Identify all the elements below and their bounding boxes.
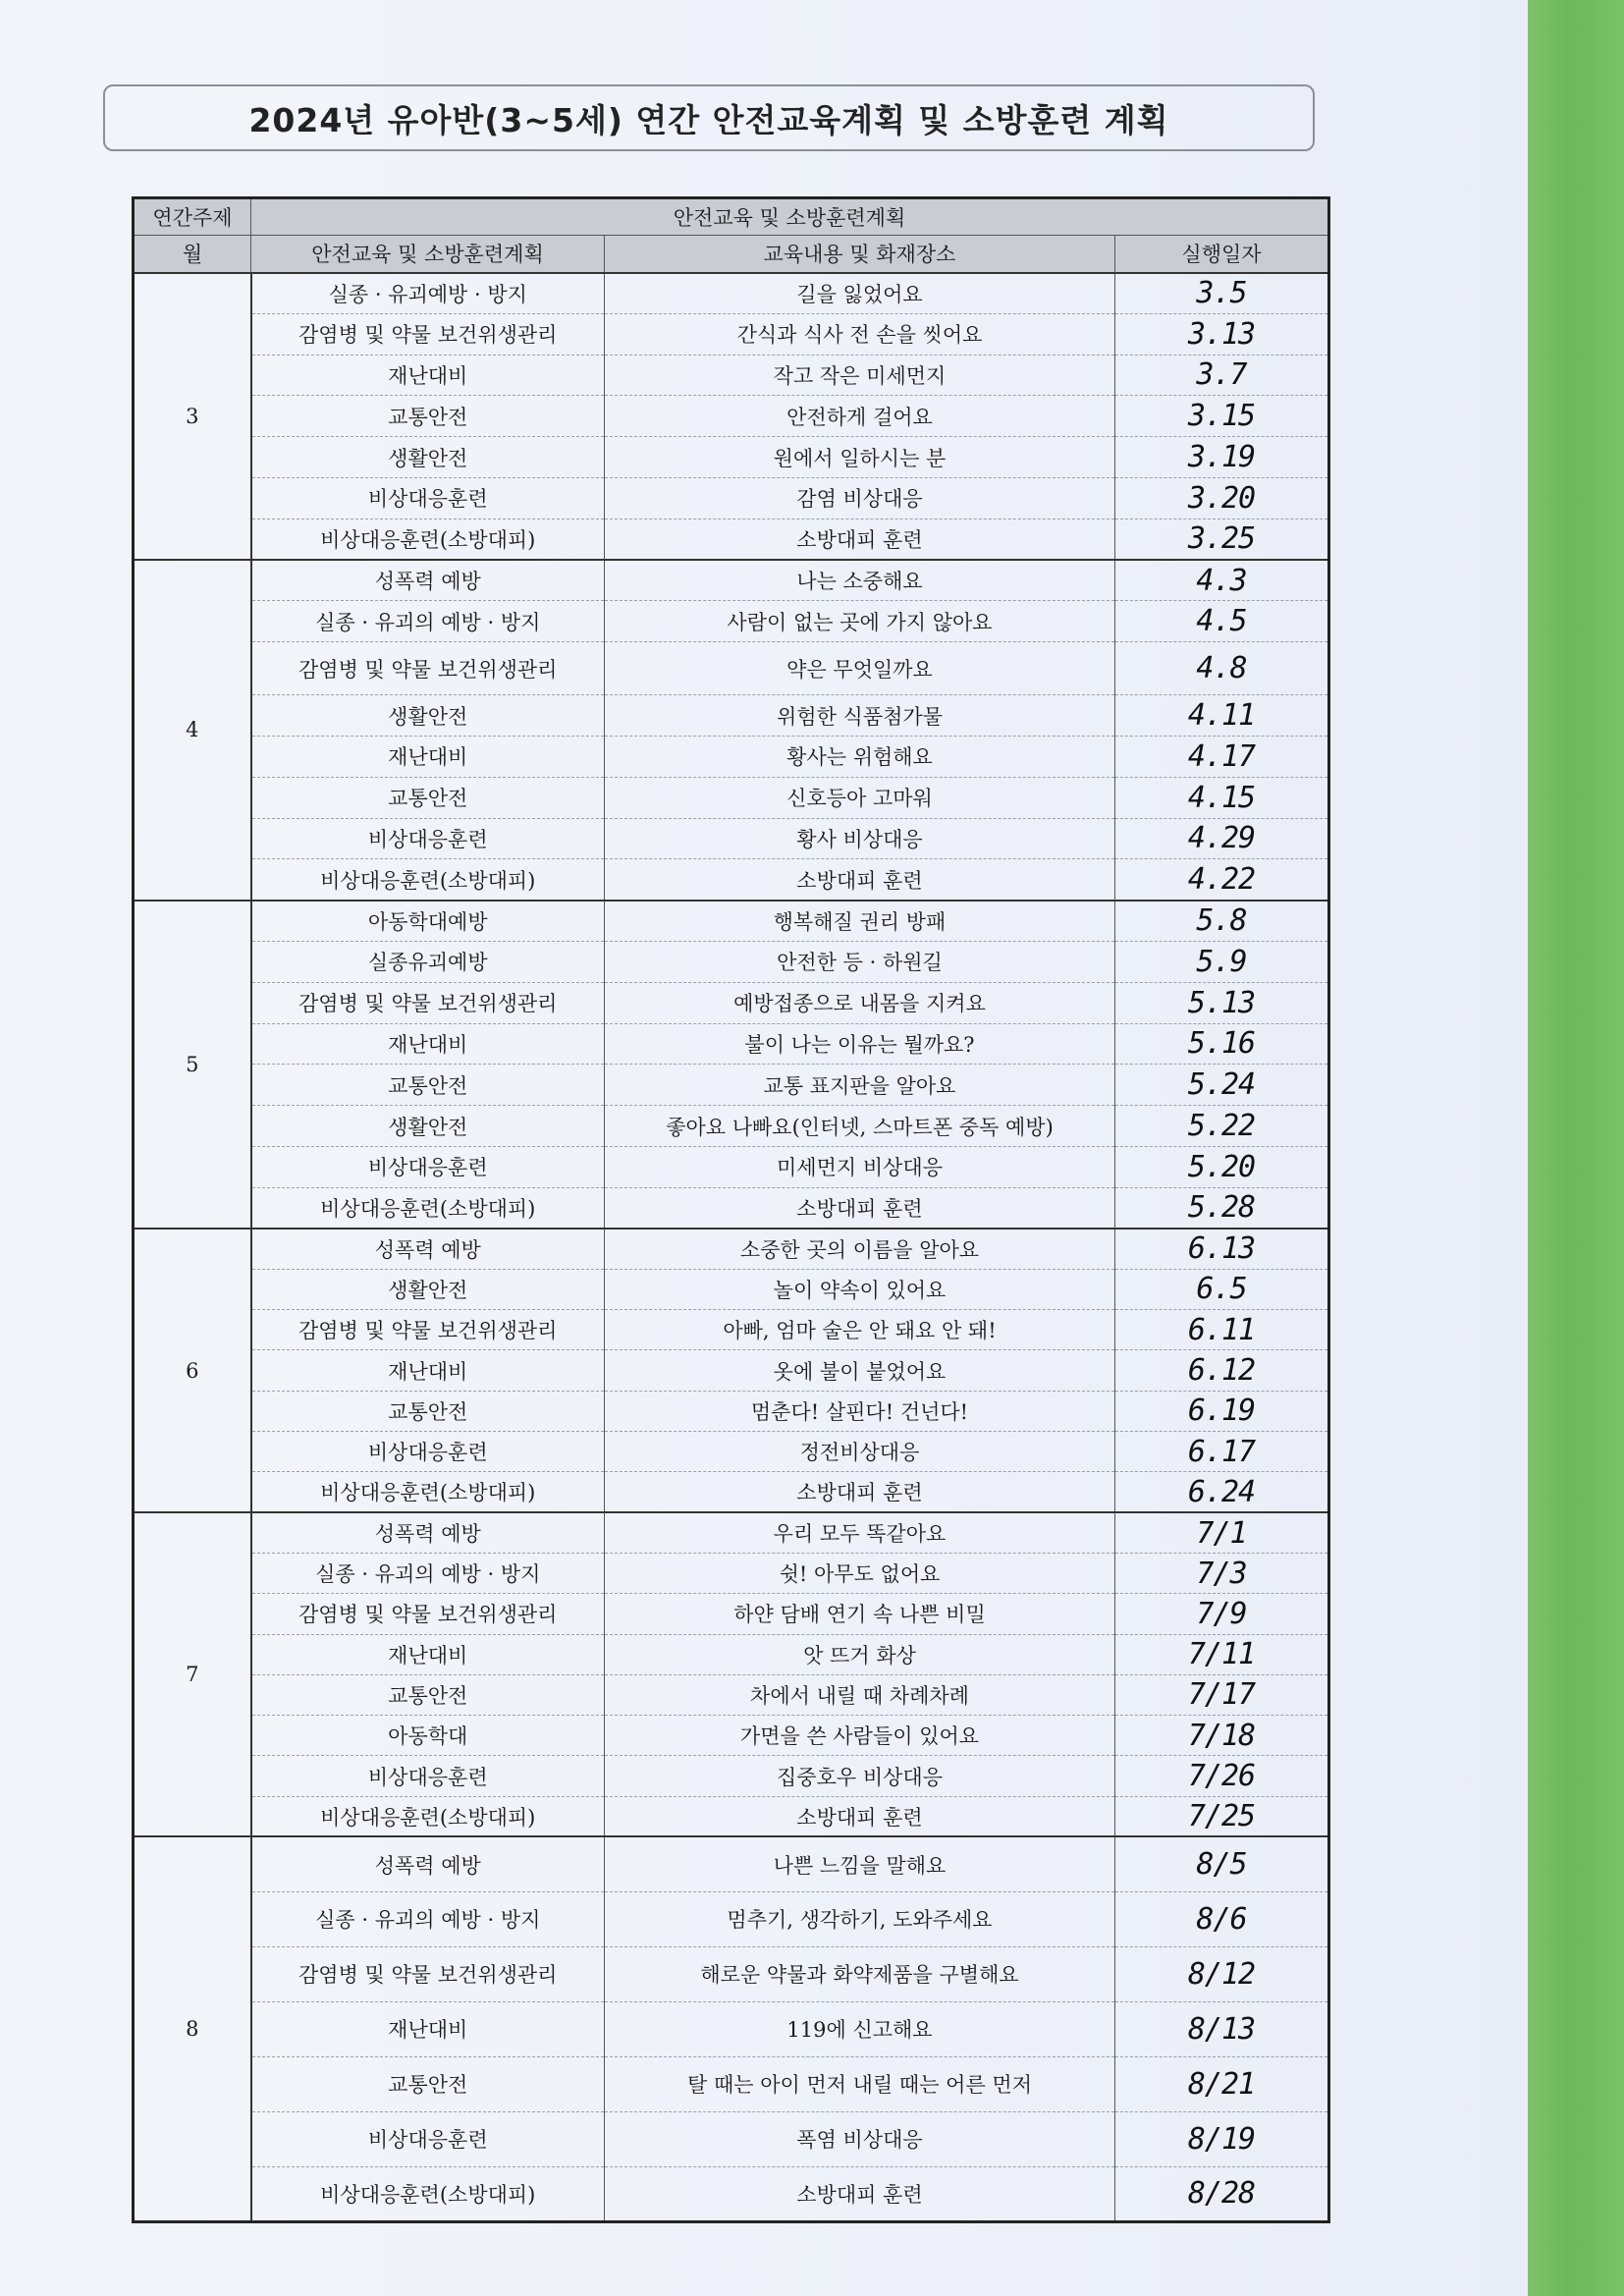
table-row [134,859,1329,901]
date-cell: 4.11 [1115,695,1329,737]
table-row [134,1553,1329,1593]
plan-cell: 실종 · 유괴의 예방 · 방지 [251,601,605,642]
table-row [134,560,1329,601]
date-cell: 7/11 [1115,1634,1329,1674]
plan-cell: 비상대응훈련(소방대피) [251,1796,605,1836]
month-cell: 8 [134,1836,251,2221]
table-row [134,1065,1329,1106]
table-row [134,777,1329,818]
plan-cell: 비상대응훈련(소방대피) [251,859,605,901]
plan-cell: 교통안전 [251,2056,605,2111]
table-row [134,1350,1329,1391]
table-row [134,1756,1329,1796]
table-row [134,982,1329,1023]
plan-cell: 감염병 및 약물 보건위생관리 [251,1310,605,1350]
date-cell: 4.29 [1115,818,1329,859]
plan-cell: 재난대비 [251,1023,605,1065]
plan-cell: 실종 · 유괴예방 · 방지 [251,273,605,314]
content-cell: 놀이 약속이 있어요 [605,1269,1115,1309]
date-cell: 5.16 [1115,1023,1329,1065]
content-cell: 원에서 일하시는 분 [605,437,1115,478]
table-row [134,1634,1329,1674]
date-cell: 4.22 [1115,859,1329,901]
content-cell: 교통 표지판을 알아요 [605,1065,1115,1106]
date-cell: 8/5 [1115,1836,1329,1891]
content-cell: 해로운 약물과 화약제품을 구별해요 [605,1946,1115,2001]
plan-cell: 교통안전 [251,396,605,437]
plan-cell: 실종 · 유괴의 예방 · 방지 [251,1891,605,1946]
table-row [134,1891,1329,1946]
plan-cell: 교통안전 [251,777,605,818]
date-cell: 7/1 [1115,1512,1329,1553]
date-cell: 6.13 [1115,1229,1329,1269]
content-cell: 가면을 쓴 사람들이 있어요 [605,1716,1115,1756]
content-cell: 나쁜 느낌을 말해요 [605,1836,1115,1891]
table-row [134,1391,1329,1431]
plan-cell: 성폭력 예방 [251,1836,605,1891]
table-row [134,901,1329,942]
date-cell: 5.24 [1115,1065,1329,1106]
month-cell: 6 [134,1229,251,1512]
plan-table-body [134,273,1329,2222]
content-cell: 위험한 식품첨가물 [605,695,1115,737]
date-cell: 3.5 [1115,273,1329,314]
date-cell: 7/17 [1115,1674,1329,1715]
table-row [134,477,1329,519]
table-row [134,1187,1329,1229]
plan-cell: 비상대응훈련 [251,818,605,859]
safety-plan-table [132,196,1330,2223]
plan-cell: 재난대비 [251,2001,605,2056]
table-row [134,396,1329,437]
plan-cell: 비상대응훈련(소방대피) [251,1472,605,1512]
table-row [134,1146,1329,1187]
date-cell: 6.11 [1115,1310,1329,1350]
table-row [134,1594,1329,1634]
document-title: 2024년 유아반(3~5세) 연간 안전교육계획 및 소방훈련 계획 [103,84,1315,151]
table-row [134,437,1329,478]
date-cell: 4.17 [1115,736,1329,777]
header-date: 실행일자 [1115,236,1329,273]
content-cell: 119에 신고해요 [605,2001,1115,2056]
plan-cell: 교통안전 [251,1065,605,1106]
plan-cell: 재난대비 [251,355,605,396]
plan-cell: 재난대비 [251,1350,605,1391]
content-cell: 감염 비상대응 [605,477,1115,519]
content-cell: 소방대피 훈련 [605,2166,1115,2221]
plan-cell: 비상대응훈련(소방대피) [251,519,605,560]
content-cell: 좋아요 나빠요(인터넷, 스마트폰 중독 예방) [605,1106,1115,1147]
content-cell: 정전비상대응 [605,1432,1115,1472]
header-row-columns [134,236,1329,273]
table-row [134,2001,1329,2056]
content-cell: 나는 소중해요 [605,560,1115,601]
month-cell: 5 [134,901,251,1229]
content-cell: 소방대피 훈련 [605,859,1115,901]
plan-cell: 성폭력 예방 [251,1512,605,1553]
plan-cell: 비상대응훈련(소방대피) [251,1187,605,1229]
date-cell: 5.9 [1115,941,1329,982]
plan-cell: 생활안전 [251,437,605,478]
date-cell: 5.8 [1115,901,1329,942]
plan-cell: 아동학대예방 [251,901,605,942]
plan-cell: 비상대응훈련 [251,2111,605,2166]
content-cell: 하얀 담배 연기 속 나쁜 비밀 [605,1594,1115,1634]
table-row [134,1229,1329,1269]
table-row [134,1674,1329,1715]
date-cell: 4.3 [1115,560,1329,601]
table-row [134,818,1329,859]
content-cell: 탈 때는 아이 먼저 내릴 때는 어른 먼저 [605,2056,1115,2111]
header-row-top [134,198,1329,236]
table-row [134,2056,1329,2111]
table-row [134,1472,1329,1512]
date-cell: 7/18 [1115,1716,1329,1756]
date-cell: 8/6 [1115,1891,1329,1946]
date-cell: 4.8 [1115,642,1329,695]
content-cell: 예방접종으로 내몸을 지켜요 [605,982,1115,1023]
content-cell: 쉿! 아무도 없어요 [605,1553,1115,1593]
date-cell: 6.5 [1115,1269,1329,1309]
date-cell: 5.28 [1115,1187,1329,1229]
content-cell: 황사 비상대응 [605,818,1115,859]
date-cell: 8/13 [1115,2001,1329,2056]
header-month: 월 [134,236,251,273]
header-plan: 안전교육 및 소방훈련계획 [251,236,605,273]
table-row [134,273,1329,314]
content-cell: 우리 모두 똑같아요 [605,1512,1115,1553]
plan-cell: 교통안전 [251,1674,605,1715]
table-row [134,1310,1329,1350]
content-cell: 소방대피 훈련 [605,1472,1115,1512]
plan-cell: 생활안전 [251,1106,605,1147]
content-cell: 소방대피 훈련 [605,1796,1115,1836]
content-cell: 작고 작은 미세먼지 [605,355,1115,396]
plan-cell: 감염병 및 약물 보건위생관리 [251,982,605,1023]
date-cell: 7/9 [1115,1594,1329,1634]
table-row [134,2111,1329,2166]
date-cell: 5.13 [1115,982,1329,1023]
date-cell: 5.20 [1115,1146,1329,1187]
date-cell: 7/3 [1115,1553,1329,1593]
date-cell: 3.15 [1115,396,1329,437]
date-cell: 7/25 [1115,1796,1329,1836]
plan-cell: 재난대비 [251,1634,605,1674]
plan-cell: 실종유괴예방 [251,941,605,982]
plan-cell: 성폭력 예방 [251,560,605,601]
table-row [134,601,1329,642]
date-cell: 3.13 [1115,313,1329,355]
content-cell: 멈춘다! 살핀다! 건넌다! [605,1391,1115,1431]
header-annual-theme: 연간주제 [134,198,251,236]
table-row [134,1512,1329,1553]
content-cell: 아빠, 엄마 술은 안 돼요 안 돼! [605,1310,1115,1350]
plan-cell: 감염병 및 약물 보건위생관리 [251,642,605,695]
date-cell: 8/21 [1115,2056,1329,2111]
table-row [134,313,1329,355]
plan-cell: 생활안전 [251,1269,605,1309]
date-cell: 3.7 [1115,355,1329,396]
content-cell: 안전한 등 · 하원길 [605,941,1115,982]
month-cell: 7 [134,1512,251,1836]
table-row [134,1269,1329,1309]
date-cell: 8/19 [1115,2111,1329,2166]
date-cell: 8/12 [1115,1946,1329,2001]
content-cell: 소방대피 훈련 [605,519,1115,560]
table-row [134,355,1329,396]
date-cell: 6.19 [1115,1391,1329,1431]
date-cell: 6.17 [1115,1432,1329,1472]
date-cell: 4.5 [1115,601,1329,642]
content-cell: 약은 무엇일까요 [605,642,1115,695]
table-row [134,941,1329,982]
plan-cell: 감염병 및 약물 보건위생관리 [251,1946,605,2001]
table-row [134,1106,1329,1147]
table-row [134,519,1329,560]
content-cell: 신호등아 고마워 [605,777,1115,818]
plan-cell: 성폭력 예방 [251,1229,605,1269]
table-row [134,1796,1329,1836]
content-cell: 멈추기, 생각하기, 도와주세요 [605,1891,1115,1946]
plan-cell: 비상대응훈련 [251,1146,605,1187]
date-cell: 3.19 [1115,437,1329,478]
date-cell: 3.20 [1115,477,1329,519]
content-cell: 사람이 없는 곳에 가지 않아요 [605,601,1115,642]
content-cell: 미세먼지 비상대응 [605,1146,1115,1187]
content-cell: 집중호우 비상대응 [605,1756,1115,1796]
plan-cell: 아동학대 [251,1716,605,1756]
date-cell: 7/26 [1115,1756,1329,1796]
date-cell: 8/28 [1115,2166,1329,2221]
table-row [134,1432,1329,1472]
content-cell: 황사는 위험해요 [605,736,1115,777]
header-content: 교육내용 및 화재장소 [605,236,1115,273]
month-cell: 3 [134,273,251,561]
date-cell: 4.15 [1115,777,1329,818]
plan-cell: 재난대비 [251,736,605,777]
plan-cell: 비상대응훈련 [251,477,605,519]
date-cell: 6.12 [1115,1350,1329,1391]
plan-cell: 생활안전 [251,695,605,737]
table-row [134,736,1329,777]
month-cell: 4 [134,560,251,901]
plan-cell: 교통안전 [251,1391,605,1431]
content-cell: 앗 뜨거 화상 [605,1634,1115,1674]
table-row [134,2166,1329,2221]
plan-cell: 감염병 및 약물 보건위생관리 [251,313,605,355]
date-cell: 5.22 [1115,1106,1329,1147]
plan-cell: 비상대응훈련 [251,1432,605,1472]
content-cell: 폭염 비상대응 [605,2111,1115,2166]
table-row [134,1023,1329,1065]
content-cell: 안전하게 걸어요 [605,396,1115,437]
table-row [134,1946,1329,2001]
table-row [134,1716,1329,1756]
plan-cell: 비상대응훈련(소방대피) [251,2166,605,2221]
content-cell: 행복해질 권리 방패 [605,901,1115,942]
content-cell: 소방대피 훈련 [605,1187,1115,1229]
plan-cell: 비상대응훈련 [251,1756,605,1796]
date-cell: 6.24 [1115,1472,1329,1512]
content-cell: 옷에 불이 붙었어요 [605,1350,1115,1391]
header-plan-group: 안전교육 및 소방훈련계획 [251,198,1329,236]
content-cell: 불이 나는 이유는 뭘까요? [605,1023,1115,1065]
plan-cell: 감염병 및 약물 보건위생관리 [251,1594,605,1634]
plan-cell: 실종 · 유괴의 예방 · 방지 [251,1553,605,1593]
content-cell: 간식과 식사 전 손을 씻어요 [605,313,1115,355]
background-folder-edge [1528,0,1624,2296]
table-row [134,1836,1329,1891]
table-row [134,642,1329,695]
content-cell: 길을 잃었어요 [605,273,1115,314]
table-row [134,695,1329,737]
content-cell: 차에서 내릴 때 차례차례 [605,1674,1115,1715]
content-cell: 소중한 곳의 이름을 알아요 [605,1229,1115,1269]
date-cell: 3.25 [1115,519,1329,560]
